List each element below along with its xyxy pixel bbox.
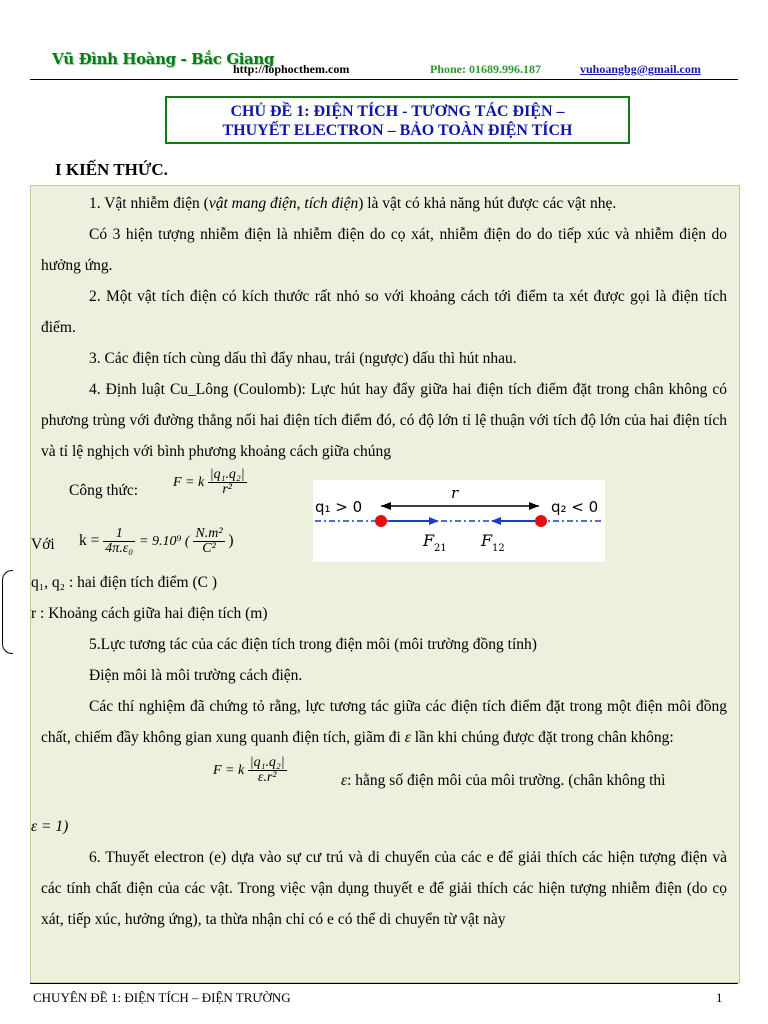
paragraph-9: 6. Thuyết electron (e) dựa vào sự cư trú và di chuyển của các e để giải thích các hiện tượng điện và các tính chất điện của các vật. Trong việc vận dụng thuyết e để giải thích các hiện tượng nhiễm điện (do cọ xát, tiếp xúc, hưởng ứng), ta thừa nhận chỉ có e có thể di chuyển từ vật này (41, 849, 727, 928)
knowledge-panel (30, 185, 740, 983)
label-f21: F (423, 531, 435, 550)
definition-distance: r : Khoảng cách giữa hai điện tích (m) (31, 605, 268, 622)
dielectric-formula-row (41, 753, 727, 811)
paragraph-2: Có 3 hiện tượng nhiễm điện là nhiễm điện do cọ xát, nhiễm điện do do tiếp xúc và nhiễm điện do hưởng ứng. (41, 226, 727, 274)
charge-q2 (535, 515, 547, 527)
footer-divider (30, 983, 738, 984)
header-divider (30, 79, 738, 80)
author-logo: Vũ Đình Hoàng - Bắc Giang (52, 50, 274, 68)
title-line-2: THUYẾT ELECTRON – BẢO TOÀN ĐIỆN TÍCH (222, 122, 573, 139)
with-label: Với (31, 536, 55, 553)
paragraph-1: 1. Vật nhiễm điện (vật mang điện, tích điện) là vật có khả năng hút được các vật nhẹ. (89, 195, 617, 212)
topic-title-box (165, 96, 630, 144)
label-q1: q₁ > 0 (315, 498, 363, 516)
label-r: r (451, 484, 459, 502)
section-heading: I KIẾN THỨC. (55, 160, 168, 179)
distance-arrowhead-left (381, 502, 391, 510)
coulomb-formula: F = k $\frac{\text{|q₁.q₂|}}{\text{r²}}$ (173, 467, 245, 498)
email-link[interactable]: vuhoangbg@gmail.com (580, 62, 701, 76)
label-f12-sub: 12 (492, 543, 505, 554)
title-line-1: CHỦ ĐỀ 1: ĐIỆN TÍCH - TƯƠNG TÁC ĐIỆN – (230, 103, 565, 120)
formula-label: Công thức: (69, 482, 139, 499)
vacuum-epsilon: ε = 1) (31, 818, 69, 835)
dielectric-formula: F = k $\frac{\text{|q₁.q₂|}}{\text{ε.r²}}$ (213, 755, 285, 786)
website-link[interactable]: http://lophocthem.com (233, 62, 350, 76)
distance-arrowhead-right (529, 502, 539, 510)
force-f12-arrowhead (491, 517, 501, 525)
label-q2: q₂ < 0 (551, 498, 599, 516)
force-f21-arrowhead (429, 517, 439, 525)
dielectric-note: ε: hằng số điện môi của môi trường. (chân không thì (341, 772, 666, 789)
k-formula: k = $\frac{1}{\text{4π.ε₀}}$ = 9.10⁹ ( $\frac{\text{N.m²}}{\text{C²}}$ ) (79, 525, 234, 556)
coulomb-force-diagram (313, 480, 605, 562)
paragraph-6: 5.Lực tương tác của các điện tích trong điện môi (môi trường đồng tính) (89, 636, 537, 653)
label-f21-sub: 21 (434, 543, 447, 554)
definition-charges: q₁, q₂ : hai điện tích điểm (C ) (31, 574, 218, 591)
page-header (0, 0, 768, 80)
footer-chapter: CHUYÊN ĐỀ 1: ĐIỆN TÍCH – ĐIỆN TRƯỜNG (33, 990, 291, 1005)
definition-brace (2, 570, 13, 654)
paragraph-4: 3. Các điện tích cùng dấu thì đẩy nhau, trái (ngược) dấu thì hút nhau. (89, 350, 517, 367)
charge-q1 (375, 515, 387, 527)
paragraph-5: 4. Định luật Cu_Lông (Coulomb): Lực hút hay đẩy giữa hai điện tích điểm đặt trong chân không có phương trùng với đường thẳng nối hai điện tích điểm đó, có độ lớn tỉ lệ thuận với tích độ lớn của hai điện tích và tỉ lệ nghịch với bình phương khoảng cách giữa chúng (41, 381, 727, 460)
paragraph-7: Điện môi là môi trường cách điện. (89, 667, 303, 684)
label-f12: F (481, 531, 493, 550)
page-number: 1 (716, 990, 723, 1005)
paragraph-3: 2. Một vật tích điện có kích thước rất nhỏ so với khoảng cách tới điểm ta xét được gọi là điện tích điểm. (41, 288, 727, 336)
phone-number: Phone: 01689.996.187 (430, 62, 541, 76)
paragraph-8: Các thí nghiệm đã chứng tỏ rằng, lực tương tác giữa các điện tích điểm đặt trong một điện môi đồng chất, chiếm đầy không gian xung quanh điện tích, giãm đi ε lần khi chúng được đặt trong chân không: (41, 698, 727, 746)
